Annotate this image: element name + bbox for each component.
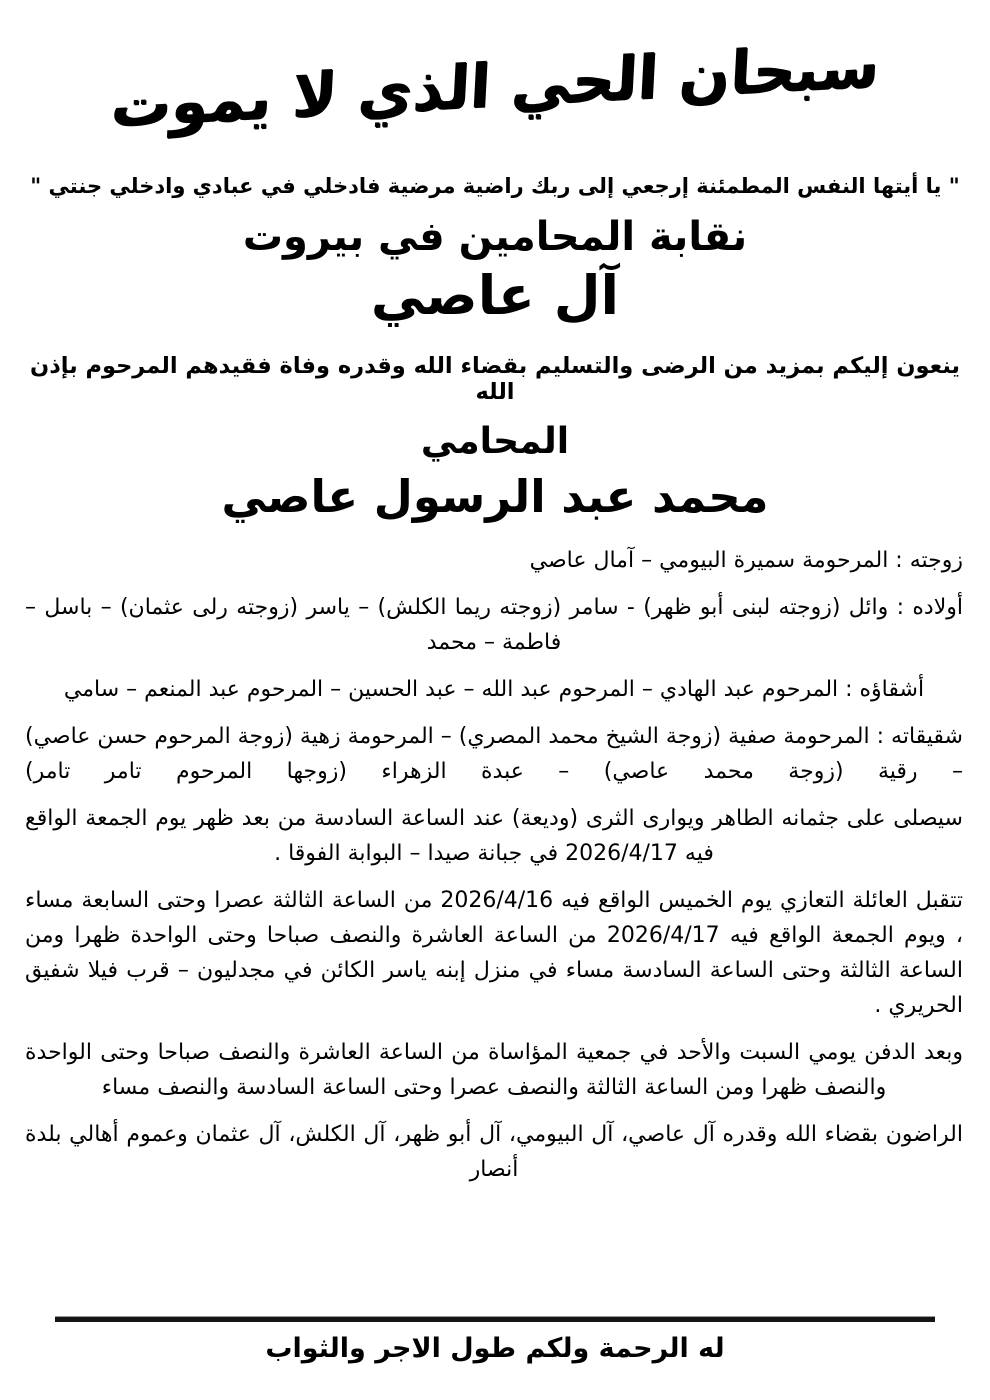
announcement-line: ينعون إليكم بمزيد من الرضى والتسليم بقضاء الله وقدره وفاة فقيدهم المرحوم بإذن الله: [30, 353, 960, 405]
footer-blessing: له الرحمة ولكم طول الاجر والثواب: [265, 1333, 725, 1364]
details-section: [25, 543, 963, 1187]
detail-paragraph-sisters: شقيقاته : المرحومة صفية (زوجة الشيخ محمد المصري) – المرحومة زهية (زوجة المرحوم حسن عاصي) – رقية (زوجة محمد عاصي) – عبدة الزهراء (زوجها المرحوم تامر تامر): [25, 724, 963, 784]
detail-paragraph-condolences-day1: تتقبل العائلة التعازي يوم الخميس الواقع فيه 2026/4/16 من الساعة الثالثة عصرا وحتى السابعة مساء ، ويوم الجمعة الواقع فيه 2026/4/17 من الساعة العاشرة والنصف صباحا وحتى الواحدة ظهرا ومن الساعة الثالثة وحتى الساعة السادسة مساء في منزل إبنه ياسر الكائن في مجدليون – قرب فيلا شفيق الحريري .: [25, 888, 963, 1018]
family-name-heading: آل عاصي: [370, 264, 620, 327]
deceased-name: محمد عبد الرسول عاصي: [221, 470, 769, 523]
detail-paragraph-funeral: سيصلى على جثمانه الطاهر ويوارى الثرى (وديعة) عند الساعة السادسة من بعد ظهر يوم الجمعة الواقع فيه 2026/4/17 في جبانة صيدا – البوابة الفوقا .: [25, 806, 963, 866]
quran-verse: " يا أيتها النفس المطمئنة إرجعي إلى ربك راضية مرضية فادخلي في عبادي وادخلي جنتي ": [30, 174, 960, 198]
footer-divider: [55, 1316, 935, 1322]
deceased-title: المحامي: [420, 421, 570, 462]
detail-paragraph-wife: زوجته : المرحومة سميرة البيومي – آمال عاصي: [529, 548, 963, 573]
detail-paragraph-children: أولاده : وائل (زوجته لبنى أبو ظهر) - سامر (زوجته ريما الكلش) – ياسر (زوجته رلى عثمان) – باسل – فاطمة – محمد: [25, 595, 963, 655]
detail-paragraph-accepting-families: الراضون بقضاء الله وقدره آل عاصي، آل البيومي، آل أبو ظهر، آل الكلش، آل عثمان وعموم أهالي بلدة أنصار: [25, 1122, 963, 1182]
detail-paragraph-condolences-after-burial: وبعد الدفن يومي السبت والأحد في جمعية المؤاساة من الساعة العاشرة والنصف صباحا وحتى الواحدة والنصف ظهرا ومن الساعة الثالثة والنصف عصرا وحتى الساعة السادسة والنصف مساء: [25, 1040, 963, 1100]
calligraphy-header: سبحان الحي الذي لا يموت: [109, 30, 881, 142]
detail-paragraph-brothers: أشقاؤه : المرحوم عبد الهادي – المرحوم عبد الله – عبد الحسين – المرحوم عبد المنعم – سامي: [63, 677, 925, 702]
organization-name: نقابة المحامين في بيروت: [242, 214, 748, 260]
